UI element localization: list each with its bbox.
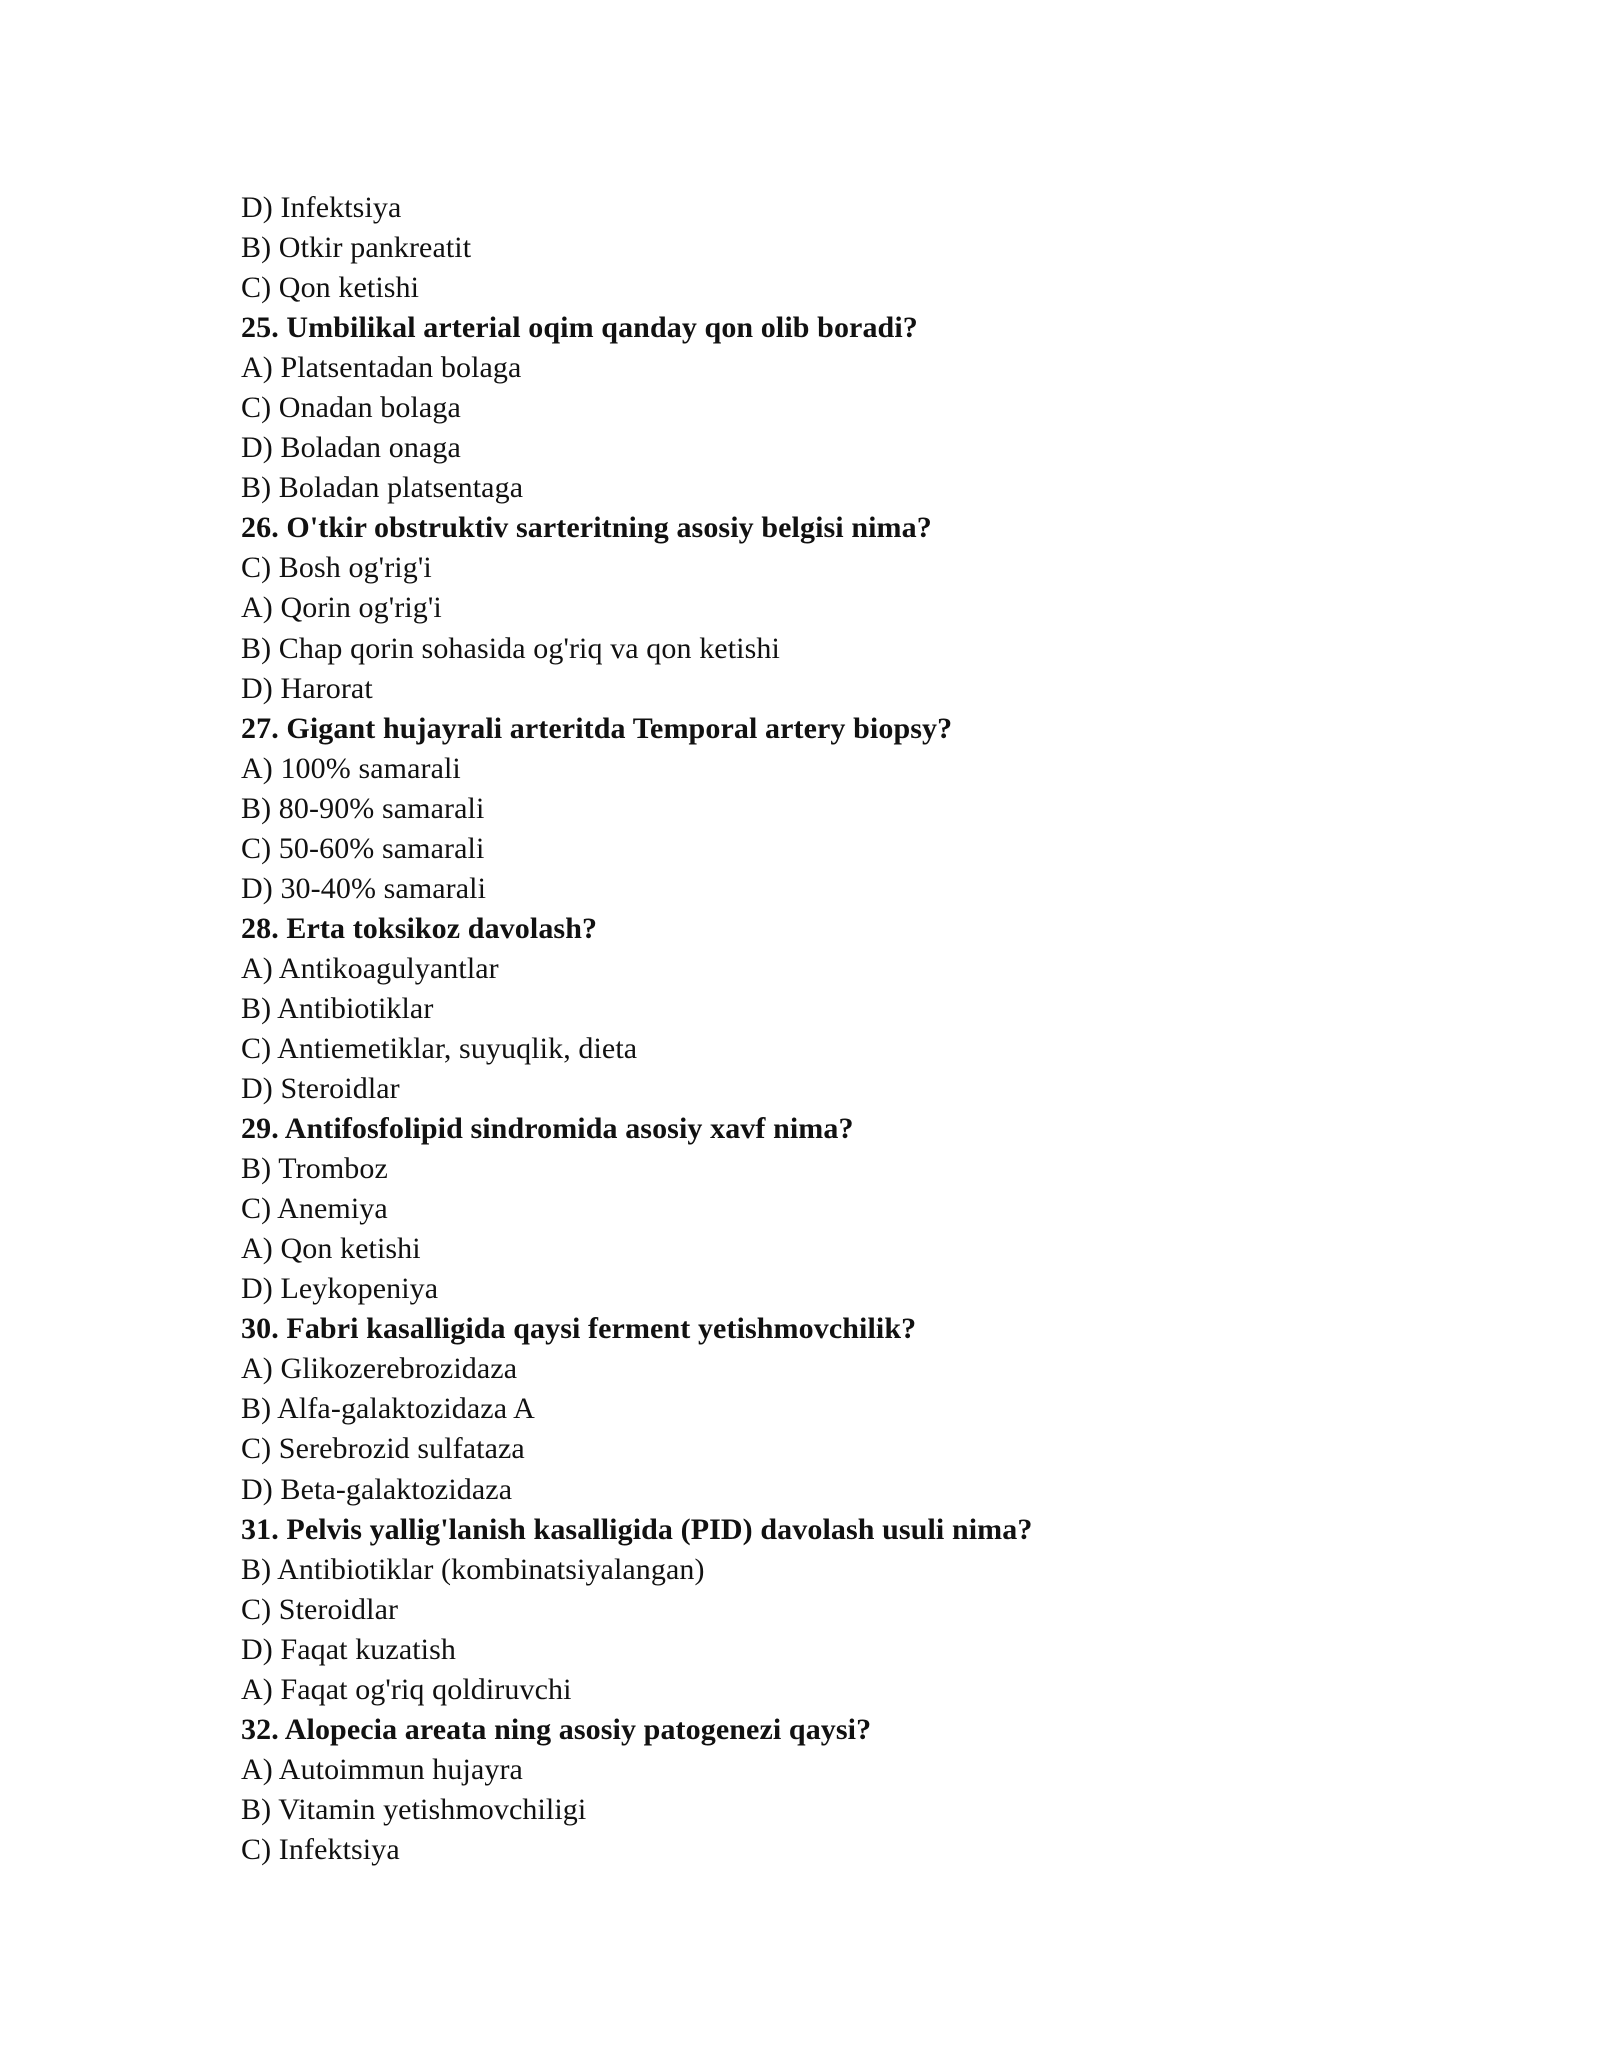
option-line: B) Antibiotiklar (kombinatsiyalangan) [241, 1552, 705, 1586]
option-line: C) Steroidlar [241, 1592, 399, 1626]
question-25: 25. Umbilikal arterial oqim qanday qon olib boradi? [241, 311, 918, 345]
option-line: D) Infektsiya [241, 191, 402, 224]
question-31: 31. Pelvis yallig'lanish kasalligida (PID) davolash usuli nima? [241, 1512, 1033, 1546]
option-line: B) Chap qorin sohasida og'riq va qon ketishi [241, 631, 780, 665]
option-line: B) Tromboz [241, 1152, 388, 1186]
option-line: C) Bosh og'rig'i [241, 551, 432, 585]
quiz-content [241, 188, 1441, 1870]
option-line: D) 30-40% samarali [241, 871, 487, 905]
option-line: D) Faqat kuzatish [241, 1632, 456, 1666]
question-28: 28. Erta toksikoz davolash? [241, 911, 598, 945]
option-line: D) Beta-galaktozidaza [241, 1472, 513, 1506]
question-27: 27. Gigant hujayrali arteritda Temporal artery biopsy? [241, 711, 953, 745]
option-line: A) Faqat og'riq qoldiruvchi [241, 1672, 572, 1706]
option-line: A) Qon ketishi [241, 1232, 421, 1266]
option-line: D) Harorat [241, 671, 373, 705]
option-line: C) Serebrozid sulfataza [241, 1432, 525, 1466]
option-line: A) Antikoagulyantlar [241, 951, 499, 985]
option-line: C) Infektsiya [241, 1832, 400, 1866]
option-line: A) Platsentadan bolaga [241, 351, 522, 385]
option-line: A) Glikozerebrozidaza [241, 1352, 518, 1386]
question-26: 26. O'tkir obstruktiv sarteritning asosiy belgisi nima? [241, 511, 932, 545]
option-line: B) Boladan platsentaga [241, 471, 524, 505]
option-line: C) Antiemetiklar, suyuqlik, dieta [241, 1031, 638, 1065]
option-line: C) Qon ketishi [241, 271, 420, 305]
question-32: 32. Alopecia areata ning asosiy patogenezi qaysi? [241, 1712, 872, 1746]
option-line: B) Antibiotiklar [241, 991, 434, 1025]
question-29: 29. Antifosfolipid sindromida asosiy xavf nima? [241, 1112, 854, 1146]
option-line: A) 100% samarali [241, 751, 461, 785]
option-line: B) Otkir pankreatit [241, 231, 472, 265]
option-line: A) Qorin og'rig'i [241, 591, 442, 625]
question-30: 30. Fabri kasalligida qaysi ferment yetishmovchilik? [241, 1312, 917, 1346]
option-line: B) Vitamin yetishmovchiligi [241, 1792, 587, 1826]
option-line: D) Boladan onaga [241, 431, 461, 465]
option-line: B) 80-90% samarali [241, 791, 485, 825]
option-line: B) Alfa-galaktozidaza A [241, 1392, 535, 1426]
option-line: C) Anemiya [241, 1192, 388, 1226]
option-line: C) 50-60% samarali [241, 831, 485, 865]
option-line: A) Autoimmun hujayra [241, 1752, 523, 1786]
option-line: C) Onadan bolaga [241, 391, 461, 425]
option-line: D) Steroidlar [241, 1072, 400, 1106]
option-line: D) Leykopeniya [241, 1272, 439, 1306]
